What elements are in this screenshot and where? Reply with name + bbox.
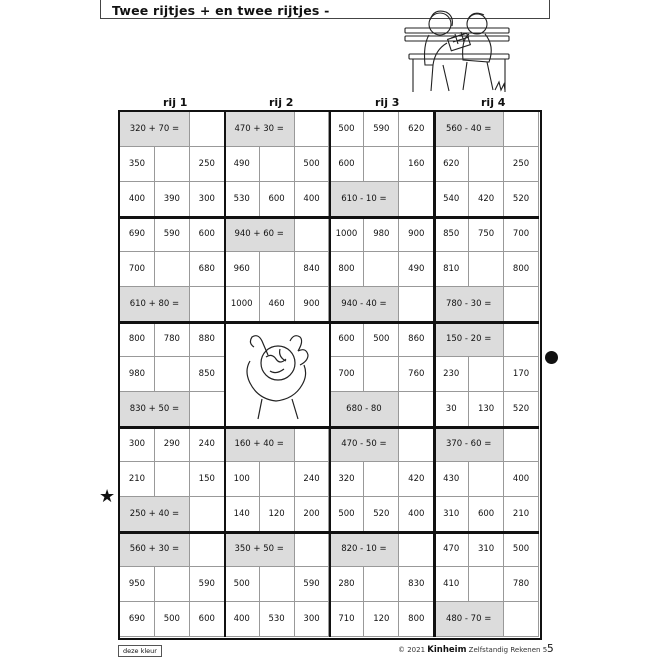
sum-cell: 680 - 80	[330, 392, 400, 427]
number-cell: 250	[190, 147, 225, 182]
empty-answer-cell[interactable]	[190, 392, 225, 427]
empty-answer-cell[interactable]	[155, 147, 190, 182]
empty-answer-cell[interactable]	[190, 287, 225, 322]
number-cell: 830	[399, 567, 434, 602]
number-cell: 30	[434, 392, 469, 427]
sum-cell: 830 + 50 =	[120, 392, 190, 427]
empty-answer-cell[interactable]	[399, 427, 434, 462]
number-cell: 500	[295, 147, 330, 182]
empty-answer-cell[interactable]	[504, 427, 539, 462]
number-cell: 590	[190, 567, 225, 602]
empty-answer-cell[interactable]	[469, 147, 504, 182]
number-cell: 280	[330, 567, 365, 602]
number-cell: 240	[295, 462, 330, 497]
number-cell: 200	[295, 497, 330, 532]
sum-cell: 610 + 80 =	[120, 287, 190, 322]
empty-answer-cell[interactable]	[260, 462, 295, 497]
number-cell: 590	[155, 217, 190, 252]
block-divider-vertical	[224, 112, 227, 637]
sum-cell: 250 + 40 =	[120, 497, 190, 532]
number-cell: 520	[364, 497, 399, 532]
number-cell: 690	[120, 602, 155, 637]
number-cell: 950	[120, 567, 155, 602]
black-dot-marker	[545, 351, 558, 364]
empty-answer-cell[interactable]	[364, 462, 399, 497]
empty-answer-cell[interactable]	[295, 532, 330, 567]
sum-cell: 780 - 30 =	[434, 287, 504, 322]
number-cell: 980	[120, 357, 155, 392]
number-cell: 130	[469, 392, 504, 427]
block-divider-horizontal	[120, 321, 539, 324]
sum-cell: 320 + 70 =	[120, 112, 190, 147]
sum-cell: 560 - 40 =	[434, 112, 504, 147]
number-cell: 310	[434, 497, 469, 532]
number-cell: 400	[120, 182, 155, 217]
block-divider-vertical	[329, 112, 332, 637]
number-cell: 700	[120, 252, 155, 287]
number-cell: 900	[295, 287, 330, 322]
number-cell: 880	[190, 322, 225, 357]
number-cell: 410	[434, 567, 469, 602]
sum-cell: 370 - 60 =	[434, 427, 504, 462]
number-cell: 530	[260, 602, 295, 637]
empty-answer-cell[interactable]	[364, 357, 399, 392]
empty-answer-cell[interactable]	[190, 112, 225, 147]
number-cell: 520	[504, 182, 539, 217]
number-grid	[118, 110, 542, 640]
empty-answer-cell[interactable]	[155, 567, 190, 602]
couple-on-bench-illustration	[395, 10, 525, 95]
number-cell: 300	[190, 182, 225, 217]
number-cell: 810	[434, 252, 469, 287]
number-cell: 300	[120, 427, 155, 462]
number-cell: 120	[364, 602, 399, 637]
number-cell: 700	[330, 357, 365, 392]
empty-answer-cell[interactable]	[504, 112, 539, 147]
empty-answer-cell[interactable]	[260, 567, 295, 602]
sum-cell: 560 + 30 =	[120, 532, 190, 567]
number-cell: 960	[225, 252, 260, 287]
number-cell: 1000	[225, 287, 260, 322]
series-name: Zelfstandig Rekenen 5	[468, 646, 548, 654]
number-cell: 500	[155, 602, 190, 637]
sum-cell: 820 - 10 =	[330, 532, 400, 567]
number-cell: 210	[120, 462, 155, 497]
number-cell: 600	[260, 182, 295, 217]
sum-cell: 150 - 20 =	[434, 322, 504, 357]
number-cell: 710	[330, 602, 365, 637]
row-header-2: rij 2	[269, 96, 294, 109]
number-cell: 520	[504, 392, 539, 427]
number-cell: 850	[190, 357, 225, 392]
number-cell: 860	[399, 322, 434, 357]
empty-answer-cell[interactable]	[469, 462, 504, 497]
number-cell: 530	[225, 182, 260, 217]
number-cell: 490	[399, 252, 434, 287]
empty-answer-cell[interactable]	[364, 567, 399, 602]
empty-answer-cell[interactable]	[364, 252, 399, 287]
footer-credits	[398, 645, 547, 655]
empty-answer-cell[interactable]	[504, 287, 539, 322]
sum-cell: 470 + 30 =	[225, 112, 295, 147]
number-cell: 800	[120, 322, 155, 357]
number-cell: 390	[155, 182, 190, 217]
number-cell: 400	[504, 462, 539, 497]
number-cell: 980	[364, 217, 399, 252]
block-divider-horizontal	[120, 531, 539, 534]
block-divider-horizontal	[120, 426, 539, 429]
row-header-4: rij 4	[481, 96, 506, 109]
empty-answer-cell[interactable]	[399, 392, 434, 427]
number-cell: 840	[295, 252, 330, 287]
number-cell: 780	[504, 567, 539, 602]
empty-answer-cell[interactable]	[399, 182, 434, 217]
number-cell: 600	[330, 147, 365, 182]
block-divider-vertical	[433, 112, 436, 637]
number-cell: 430	[434, 462, 469, 497]
number-cell: 540	[434, 182, 469, 217]
empty-answer-cell[interactable]	[364, 147, 399, 182]
number-cell: 100	[225, 462, 260, 497]
number-cell: 690	[120, 217, 155, 252]
number-cell: 300	[295, 602, 330, 637]
number-cell: 140	[225, 497, 260, 532]
empty-answer-cell[interactable]	[399, 287, 434, 322]
empty-answer-cell[interactable]	[469, 567, 504, 602]
empty-answer-cell[interactable]	[469, 357, 504, 392]
number-cell: 620	[399, 112, 434, 147]
number-cell: 600	[190, 602, 225, 637]
empty-answer-cell[interactable]	[190, 532, 225, 567]
empty-answer-cell[interactable]	[504, 322, 539, 357]
empty-answer-cell[interactable]	[260, 252, 295, 287]
number-cell: 420	[469, 182, 504, 217]
number-cell: 240	[190, 427, 225, 462]
number-cell: 500	[225, 567, 260, 602]
number-cell: 320	[330, 462, 365, 497]
empty-answer-cell[interactable]	[260, 147, 295, 182]
number-cell: 470	[434, 532, 469, 567]
sum-cell: 480 - 70 =	[434, 602, 504, 637]
row-header-3: rij 3	[375, 96, 400, 109]
number-cell: 760	[399, 357, 434, 392]
publisher-brand: Kinheim	[427, 645, 467, 655]
empty-answer-cell[interactable]	[469, 252, 504, 287]
number-cell: 230	[434, 357, 469, 392]
number-cell: 850	[434, 217, 469, 252]
number-cell: 400	[399, 497, 434, 532]
empty-answer-cell[interactable]	[190, 497, 225, 532]
sum-cell: 160 + 40 =	[225, 427, 295, 462]
block-divider-horizontal	[120, 216, 539, 219]
number-cell: 590	[295, 567, 330, 602]
number-cell: 490	[225, 147, 260, 182]
number-cell: 250	[504, 147, 539, 182]
sum-cell: 350 + 50 =	[225, 532, 295, 567]
number-cell: 1000	[330, 217, 365, 252]
number-cell: 170	[504, 357, 539, 392]
number-cell: 500	[330, 497, 365, 532]
number-cell: 290	[155, 427, 190, 462]
sum-cell: 940 - 40 =	[330, 287, 400, 322]
sum-cell: 610 - 10 =	[330, 182, 400, 217]
number-cell: 600	[330, 322, 365, 357]
copyright: © 2021	[398, 646, 426, 654]
number-cell: 620	[434, 147, 469, 182]
empty-answer-cell[interactable]	[399, 532, 434, 567]
empty-answer-cell[interactable]	[295, 112, 330, 147]
hand-holding-ball-illustration	[225, 322, 330, 427]
number-cell: 600	[469, 497, 504, 532]
number-cell: 800	[330, 252, 365, 287]
page-number: 5	[547, 643, 554, 655]
number-cell: 700	[504, 217, 539, 252]
empty-answer-cell[interactable]	[295, 427, 330, 462]
number-cell: 590	[364, 112, 399, 147]
empty-answer-cell[interactable]	[155, 462, 190, 497]
number-cell: 400	[225, 602, 260, 637]
number-cell: 150	[190, 462, 225, 497]
number-cell: 680	[190, 252, 225, 287]
number-cell: 780	[155, 322, 190, 357]
number-cell: 500	[330, 112, 365, 147]
number-cell: 420	[399, 462, 434, 497]
number-cell: 120	[260, 497, 295, 532]
empty-answer-cell[interactable]	[155, 357, 190, 392]
row-header-1: rij 1	[163, 96, 188, 109]
number-cell: 350	[120, 147, 155, 182]
number-cell: 800	[399, 602, 434, 637]
star-marker: ★	[99, 486, 116, 507]
number-cell: 160	[399, 147, 434, 182]
number-cell: 310	[469, 532, 504, 567]
page-title: Twee rijtjes + en twee rijtjes -	[112, 3, 330, 18]
number-cell: 460	[260, 287, 295, 322]
number-cell: 400	[295, 182, 330, 217]
number-cell: 500	[364, 322, 399, 357]
color-box-label: deze kleur	[118, 645, 162, 657]
sum-cell: 470 - 50 =	[330, 427, 400, 462]
sum-cell: 940 + 60 =	[225, 217, 295, 252]
number-cell: 210	[504, 497, 539, 532]
number-cell: 900	[399, 217, 434, 252]
empty-answer-cell[interactable]	[155, 252, 190, 287]
number-cell: 600	[190, 217, 225, 252]
number-cell: 500	[504, 532, 539, 567]
empty-answer-cell[interactable]	[295, 217, 330, 252]
empty-answer-cell[interactable]	[504, 602, 539, 637]
number-cell: 800	[504, 252, 539, 287]
number-cell: 750	[469, 217, 504, 252]
